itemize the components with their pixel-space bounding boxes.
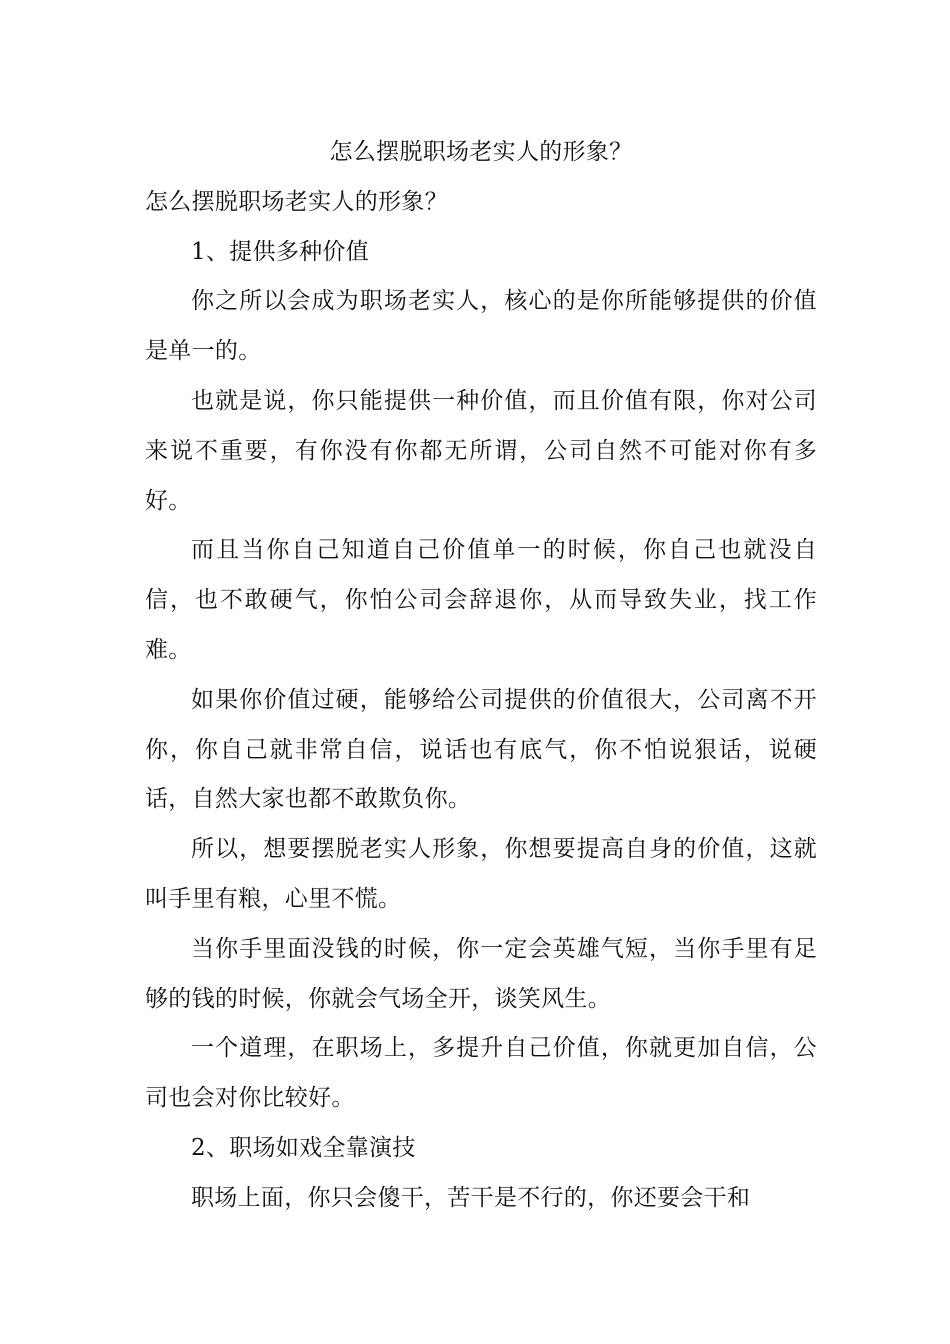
body-paragraph: 也就是说，你只能提供一种价值，而且价值有限，你对公司来说不重要，有你没有你都无所谓，公司自然不可能对你有多好。: [145, 387, 817, 514]
body-paragraph: 而且当你自己知道自己价值单一的时候，你自己也就没自信，也不敢硬气，你怕公司会辞退你，从而导致失业，找工作难。: [145, 537, 817, 663]
section-heading: 1、提供多种价值: [191, 238, 370, 265]
body-paragraph: 当你手里面没钱的时候，你一定会英雄气短，当你手里有足够的钱的时候，你就会气场全开，谈笑风生。: [145, 935, 817, 1012]
document-title: 怎么摆脱职场老实人的形象？: [329, 139, 633, 165]
body-paragraph: 一个道理，在职场上，多提升自己价值，你就更加自信，公司也会对你比较好。: [145, 1035, 817, 1112]
section-heading: 2、职场如戏全靠演技: [191, 1134, 416, 1161]
document-body: [145, 128, 817, 1224]
body-paragraph: 如果你价值过硬，能够给公司提供的价值很大，公司离不开你，你自己就非常自信，说话也有底气，你不怕说狠话，说硬话，自然大家也都不敢欺负你。: [145, 686, 817, 813]
body-paragraph: 职场上面，你只会傻干，苦干是不行的，你还要会干和: [191, 1184, 751, 1211]
body-paragraph: 你之所以会成为职场老实人，核心的是你所能够提供的价值是单一的。: [145, 288, 817, 365]
body-paragraph: 所以，想要摆脱老实人形象，你想要提高自身的价值，这就叫手里有粮，心里不慌。: [145, 836, 817, 912]
subtitle-paragraph: 怎么摆脱职场老实人的形象？: [145, 188, 448, 215]
